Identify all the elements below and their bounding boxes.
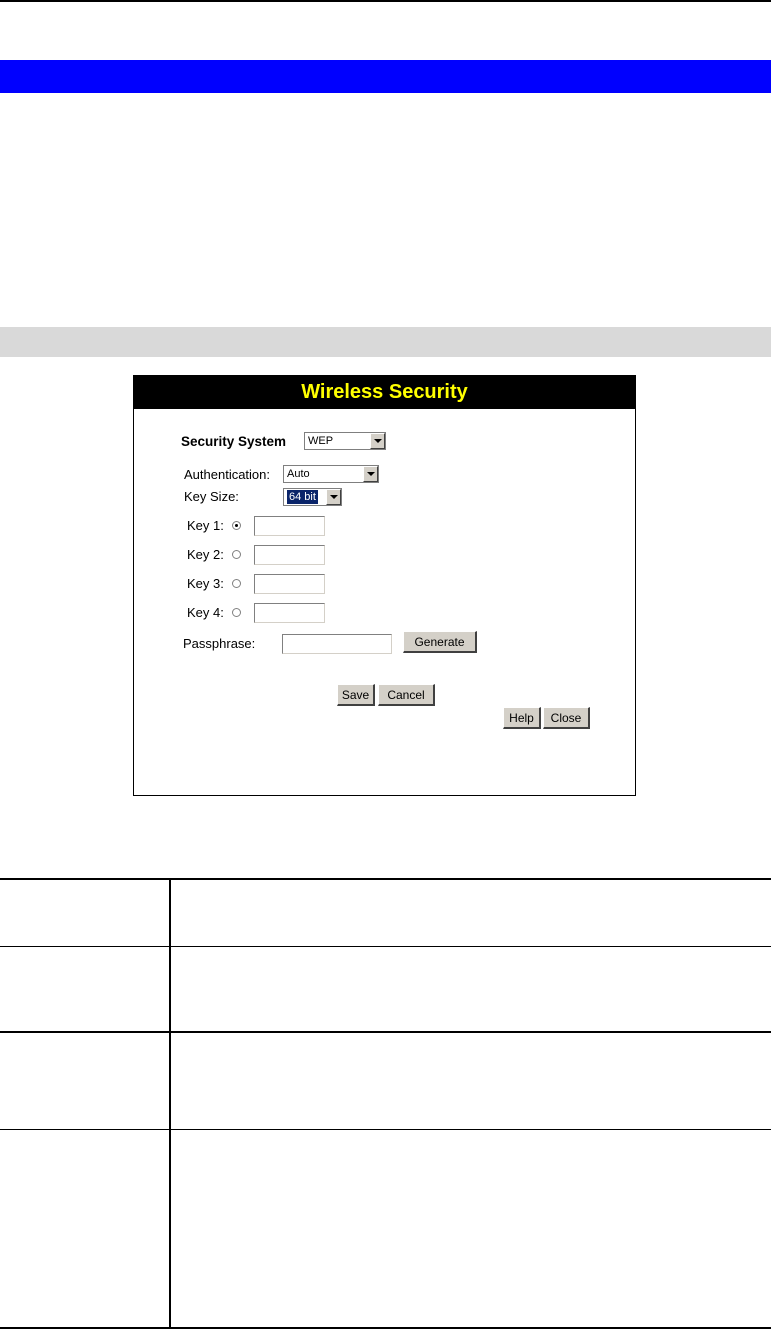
key-4-input[interactable] <box>254 603 325 623</box>
subsection-bar <box>0 327 771 357</box>
save-button[interactable]: Save <box>337 684 375 706</box>
table-row-divider <box>0 946 771 947</box>
key-size-value: 64 bit <box>289 491 316 503</box>
authentication-select[interactable] <box>283 465 379 483</box>
key-3-label: Key 3: <box>187 576 224 591</box>
section-banner <box>0 60 771 93</box>
cancel-button[interactable]: Cancel <box>378 684 435 706</box>
generate-button[interactable]: Generate <box>403 631 477 653</box>
key-2-input[interactable] <box>254 545 325 565</box>
key-size-label: Key Size: <box>184 489 239 504</box>
chevron-down-icon <box>326 489 341 505</box>
key-4-label: Key 4: <box>187 605 224 620</box>
top-rule <box>0 0 771 2</box>
chevron-down-icon <box>363 466 378 482</box>
table-top-rule <box>0 878 771 880</box>
key-2-radio[interactable] <box>232 550 241 559</box>
table-column-divider <box>169 878 171 1329</box>
dialog-title: Wireless Security <box>134 376 635 409</box>
table-bottom-rule <box>0 1327 771 1329</box>
key-3-radio[interactable] <box>232 579 241 588</box>
key-3-input[interactable] <box>254 574 325 594</box>
passphrase-input[interactable] <box>282 634 392 654</box>
security-system-label: Security System <box>181 434 287 449</box>
key-1-input[interactable] <box>254 516 325 536</box>
security-system-select[interactable] <box>304 432 386 450</box>
authentication-label: Authentication: <box>184 467 271 482</box>
key-size-select[interactable] <box>283 488 342 506</box>
passphrase-label: Passphrase: <box>183 636 256 651</box>
key-4-radio[interactable] <box>232 608 241 617</box>
security-system-value: WEP <box>308 435 334 447</box>
close-button[interactable]: Close <box>543 707 590 729</box>
table-row-divider <box>0 1129 771 1130</box>
key-2-label: Key 2: <box>187 547 224 562</box>
table-row-divider <box>0 1031 771 1033</box>
help-button[interactable]: Help <box>503 707 541 729</box>
authentication-value: Auto <box>287 468 310 480</box>
wireless-security-dialog <box>133 375 636 796</box>
chevron-down-icon <box>370 433 385 449</box>
key-1-label: Key 1: <box>187 518 224 533</box>
key-1-radio[interactable] <box>232 521 241 530</box>
